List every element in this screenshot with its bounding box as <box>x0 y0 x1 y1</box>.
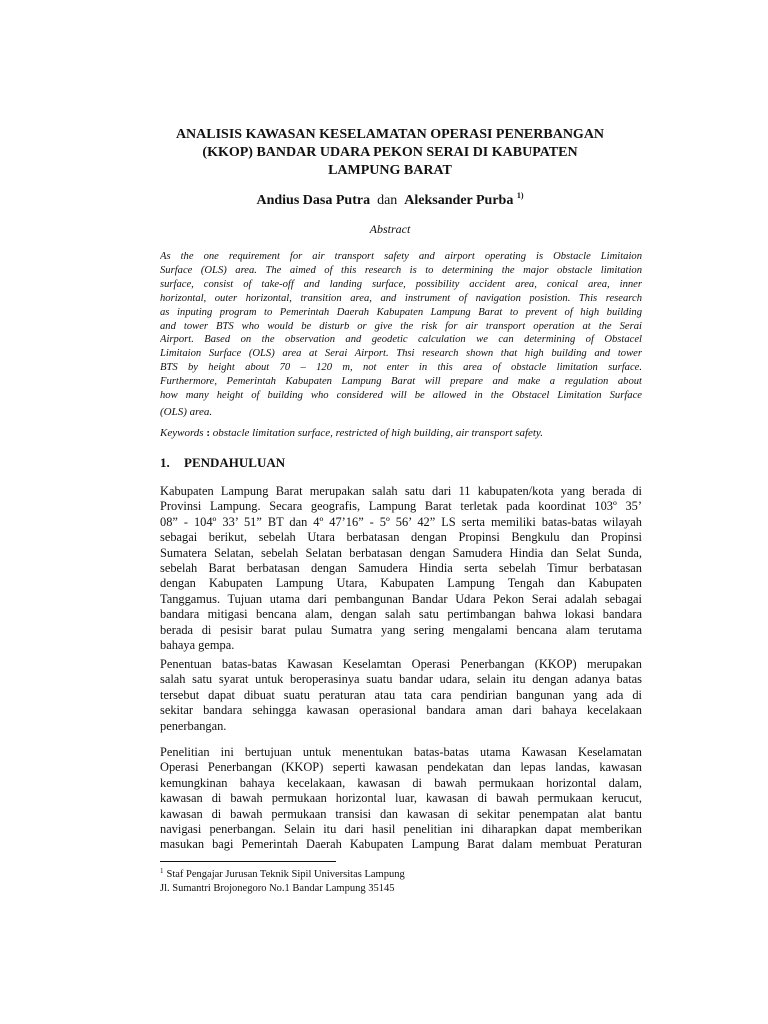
paragraph-line: kawasan di bawah permukaan horizontal luar, kawasan di bawah permukaan kerucut, <box>160 791 642 806</box>
body-paragraph-3 <box>160 745 642 853</box>
section-number: 1. <box>160 455 170 470</box>
paragraph-line: Penentuan batas-batas Kawasan Keselamtan Operasi Penerbangan (KKOP) merupakan <box>160 657 642 671</box>
abstract-line: Airport. Based on the observation and geodetic calculation we can determining of Obstacel <box>160 334 642 346</box>
abstract-line: Surface (OLS) area. The aimed of this research is to determining the major obstacle limitation <box>160 264 642 276</box>
keywords-colon: : <box>203 427 211 439</box>
paragraph-line: 08” - 104º 33’ 51” BT dan 4º 47’16” - 5º 56’ 42” LS serta memiliki batas-batas wilayah <box>160 514 642 529</box>
paragraph-line: sekitar bandara sehingga kawasan operasional bandara aman dari bahaya kecelakaan <box>160 703 642 718</box>
author-1: Andius Dasa Putra <box>256 193 371 208</box>
author-line <box>150 192 630 210</box>
keywords-label: Keywords <box>160 427 204 439</box>
author-affiliation-marker: 1) <box>516 191 524 200</box>
keywords-text: obstacle limitation surface, restricted of high building, air transport safety. <box>210 427 543 439</box>
paragraph-line: masukan bagi Pemerintah Daerah Kabupaten Lampung Barat dalam membuat Peraturan <box>160 837 642 852</box>
paragraph-line: Sumatera Selatan, sebelah Selatan berbatasan dengan Samudera Hindia dan Selat Sunda, <box>160 545 642 560</box>
keywords-line <box>160 426 642 440</box>
paragraph-line: sebagai berikut, sebelah Utara berbatasan dengan Propinsi Bengkulu dan Propinsi <box>160 530 642 545</box>
paragraph-line: berada di pesisir barat pulau Sumatra yang sering mengalami bencana alam terutama <box>160 622 642 637</box>
footnote-line-1 <box>160 868 405 882</box>
section-heading <box>160 455 285 471</box>
paragraph-line: salah satu syarat untuk beroperasinya suatu bandar udara, selain itu dengan adanya batas <box>160 672 642 687</box>
abstract-line: (OLS) area. <box>160 405 213 418</box>
paragraph-line: kemungkinan bahaya kecelakaan, kawasan di bawah permukaan horizontal dalam, <box>160 775 642 790</box>
footnote <box>160 868 405 896</box>
title-line-3: LAMPUNG BARAT <box>328 163 452 178</box>
paragraph-line: Operasi Penerbangan (KKOP) seperti kawasan pendekatan dan lepas landas, kawasan <box>160 760 642 775</box>
paragraph-line: dengan Kabupaten Lampung Utara, Kabupaten Lampung Tengah dan Kabupaten <box>160 576 642 591</box>
paragraph-line: Tanggamus. Tujuan utama dari pembangunan Bandar Udara Pekon Serai adalah sebagai <box>160 591 642 606</box>
abstract-line: and tower BTS who would be disturb or give the risk for air transport operation at the Serai <box>160 320 642 332</box>
author-2: Aleksander Purba <box>404 193 514 208</box>
paragraph-line: sebelah Barat berbatasan dengan Samudera Hindia serta sebelah Timur berbatasan <box>160 561 642 576</box>
paper-title <box>150 126 630 180</box>
paragraph-line: kawasan di bawah permukaan transisi dan kawasan di sekitar penempatan alat bantu <box>160 806 642 821</box>
abstract-line: as inputing program to Pemerintah Daerah Kabupaten Lampung Barat to prevent of high building <box>160 306 642 318</box>
paragraph-line: navigasi penerbangan. Selain itu dari hasil penelitian ini diharapkan dapat memberikan <box>160 822 642 837</box>
abstract-line: how many height of building who considered will be allowed in the Obstacel Limitation Surface <box>160 390 642 402</box>
abstract-body <box>160 250 642 420</box>
paragraph-line: bandara mitigasi bencana alam, dengan salah satu pertimbangan bahwa lokasi bandara <box>160 607 642 622</box>
footnote-line-2: Jl. Sumantri Brojonegoro No.1 Bandar Lampung 35145 <box>160 883 395 894</box>
paragraph-line: penerbangan. <box>160 718 227 733</box>
footnote-marker: 1 <box>160 867 164 875</box>
author-connector: dan <box>377 193 398 208</box>
section-title: PENDAHULUAN <box>184 455 286 470</box>
abstract-line: surface, consist of take-off and landing surface, possibility accident area, conical area, inner <box>160 278 642 290</box>
paragraph-line: bahaya gempa. <box>160 638 235 653</box>
footnote-affiliation: Staf Pengajar Jurusan Teknik Sipil Universitas Lampung <box>166 869 405 880</box>
title-line-1: ANALISIS KAWASAN KESELAMATAN OPERASI PENERBANGAN <box>175 127 605 142</box>
abstract-line: Limitaion Surface (OLS) area at Serai Airport. Thsi research shown that high building and tower <box>160 348 642 360</box>
body-paragraph-1 <box>160 484 642 653</box>
paragraph-line: Provinsi Lampung. Secara geografis, Lampung Barat terletak pada koordinat 103º 35’ <box>160 499 642 514</box>
abstract-heading: Abstract <box>369 222 411 236</box>
abstract-line: horizontal, outer horizontal, transition area, and instrument of navigation posistion. This research <box>160 292 642 304</box>
title-line-2: (KKOP) BANDAR UDARA PEKON SERAI DI KABUPATEN <box>202 145 578 160</box>
footnote-divider <box>160 861 336 862</box>
paragraph-line: Kabupaten Lampung Barat merupakan salah satu dari 11 kabupaten/kota yang berada di <box>160 484 642 498</box>
paragraph-line: tersebut dapat dibuat suatu peraturan atau tata cara pendirian bangunan yang ada di <box>160 687 642 702</box>
abstract-line: BTS by height about 70 – 120 m, not enter in this area of obstacle limitation surface. <box>160 362 642 374</box>
abstract-line: Furthermore, Pemerintah Kabupaten Lampung Barat will prepare and make a regulation about <box>160 376 642 388</box>
body-paragraph-2 <box>160 657 642 734</box>
abstract-line: As the one requirement for air transport safety and airport operating is Obstacle Limitaion <box>160 251 642 262</box>
paragraph-line: Penelitian ini bertujuan untuk menentukan batas-batas utama Kawasan Keselamatan <box>160 745 642 759</box>
